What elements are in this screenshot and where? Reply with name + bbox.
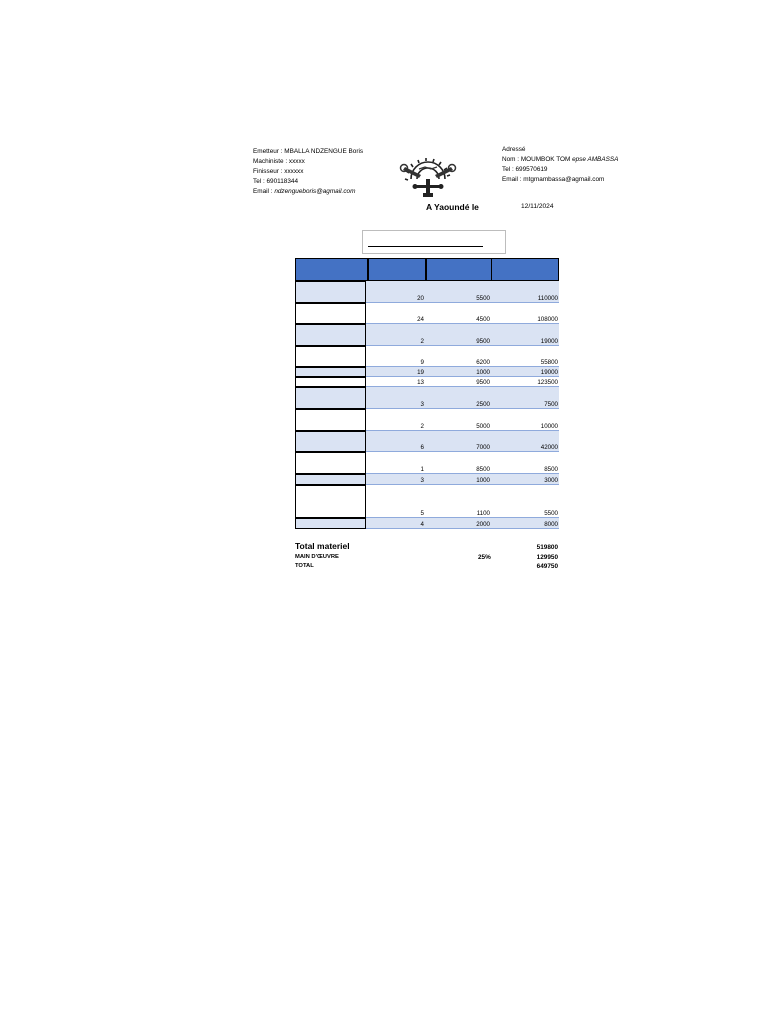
line-total-cell: 7500	[544, 401, 558, 408]
row-divider	[366, 528, 559, 529]
emitter-block	[253, 147, 363, 197]
labour-percent: 25%	[478, 554, 491, 561]
grand-total-value: 649750	[536, 563, 558, 570]
table-row	[295, 303, 559, 324]
table-header	[295, 258, 559, 281]
unit-price-cell: 5500	[476, 295, 490, 302]
header-cell-unit-price	[425, 259, 492, 280]
unit-price-cell: 1000	[476, 369, 490, 376]
invoice-date: 12/11/2024	[521, 203, 554, 210]
quantity-cell: 20	[417, 295, 424, 302]
line-total-cell: 10000	[540, 423, 558, 430]
designation-cell	[295, 281, 366, 303]
table-row	[295, 452, 559, 474]
document-title-box	[362, 230, 506, 254]
quantity-cell: 4	[420, 521, 424, 528]
table-row	[295, 346, 559, 367]
designation-cell	[295, 346, 366, 367]
workshop-logo-icon	[399, 149, 457, 197]
quantity-cell: 19	[417, 369, 424, 376]
designation-cell	[295, 377, 366, 387]
unit-price-cell: 7000	[476, 444, 490, 451]
designation-cell	[295, 431, 366, 452]
recipient-heading: Adressé	[502, 146, 526, 153]
line-total-cell: 55800	[540, 359, 558, 366]
header-cell-designation	[296, 259, 369, 280]
table-row	[295, 324, 559, 346]
emitter-phone: Tel : 690118344	[253, 178, 299, 185]
recipient-phone: Tel : 699570619	[502, 166, 548, 173]
recipient-name-line	[502, 155, 618, 165]
unit-price-cell: 8500	[476, 466, 490, 473]
emitter-name: Emetteur : MBALLA NDZENGUE Boris	[253, 148, 364, 155]
header-cell-quantity	[367, 259, 427, 280]
unit-price-cell: 6200	[476, 359, 490, 366]
unit-price-cell: 9500	[476, 379, 490, 386]
designation-cell	[295, 485, 366, 518]
table-row	[295, 367, 559, 377]
emitter-finisher: Finisseur : xxxxxx	[253, 168, 304, 175]
quantity-cell: 3	[420, 401, 424, 408]
labour-label: MAIN D'ŒUVRE	[295, 554, 339, 560]
quantity-cell: 6	[420, 444, 424, 451]
labour-value: 129950	[536, 554, 558, 561]
table-row	[295, 431, 559, 452]
line-total-cell: 8000	[544, 521, 558, 528]
table-row	[295, 377, 559, 387]
unit-price-cell: 2500	[476, 401, 490, 408]
line-total-cell: 19000	[540, 369, 558, 376]
unit-price-cell: 4500	[476, 316, 490, 323]
quantity-cell: 24	[417, 316, 424, 323]
header-cell-total	[491, 259, 559, 280]
quantity-cell: 13	[417, 379, 424, 386]
line-total-cell: 123500	[537, 379, 558, 386]
line-total-cell: 19000	[540, 338, 558, 345]
title-underline	[368, 246, 483, 247]
table-row	[295, 485, 559, 518]
table-row	[295, 518, 559, 529]
quantity-cell: 1	[420, 466, 424, 473]
unit-price-cell: 9500	[476, 338, 490, 345]
table-row	[295, 281, 559, 303]
recipient-name-suffix: epse AMBASSA	[570, 156, 619, 163]
grand-total-label: TOTAL	[295, 563, 314, 569]
designation-cell	[295, 324, 366, 346]
unit-price-cell: 2000	[476, 521, 490, 528]
unit-price-cell: 5000	[476, 423, 490, 430]
line-total-cell: 8500	[544, 466, 558, 473]
quantity-cell: 9	[420, 359, 424, 366]
table-row	[295, 474, 559, 485]
line-total-cell: 42000	[540, 444, 558, 451]
emitter-email-line	[253, 187, 363, 197]
quantity-cell: 5	[420, 510, 424, 517]
table-row	[295, 409, 559, 431]
emitter-email-label: Email :	[253, 188, 275, 195]
material-total-value: 519800	[536, 544, 558, 551]
emitter-machinist: Machiniste : xxxxx	[253, 158, 305, 165]
quantity-cell: 2	[420, 338, 424, 345]
material-total-label: Total materiel	[295, 541, 350, 551]
recipient-block	[502, 145, 618, 185]
items-table	[295, 258, 559, 528]
unit-price-cell: 1100	[476, 510, 490, 517]
designation-cell	[295, 409, 366, 431]
emitter-email: ndzengueboris@agmail.com	[274, 188, 356, 195]
designation-cell	[295, 387, 366, 409]
designation-cell	[295, 518, 366, 529]
quantity-cell: 3	[420, 477, 424, 484]
line-total-cell: 3000	[544, 477, 558, 484]
designation-cell	[295, 474, 366, 485]
recipient-email: Email : mtgmambassa@agmail.com	[502, 176, 605, 183]
designation-cell	[295, 452, 366, 474]
designation-cell	[295, 367, 366, 377]
place-label: A Yaoundé le	[426, 202, 479, 212]
designation-cell	[295, 303, 366, 324]
quantity-cell: 2	[420, 423, 424, 430]
line-total-cell: 110000	[537, 295, 558, 302]
table-row	[295, 387, 559, 409]
line-total-cell: 5500	[544, 510, 558, 517]
line-total-cell: 108000	[537, 316, 558, 323]
unit-price-cell: 1000	[476, 477, 490, 484]
recipient-name: Nom : MOUMBOK TOM	[502, 156, 571, 163]
